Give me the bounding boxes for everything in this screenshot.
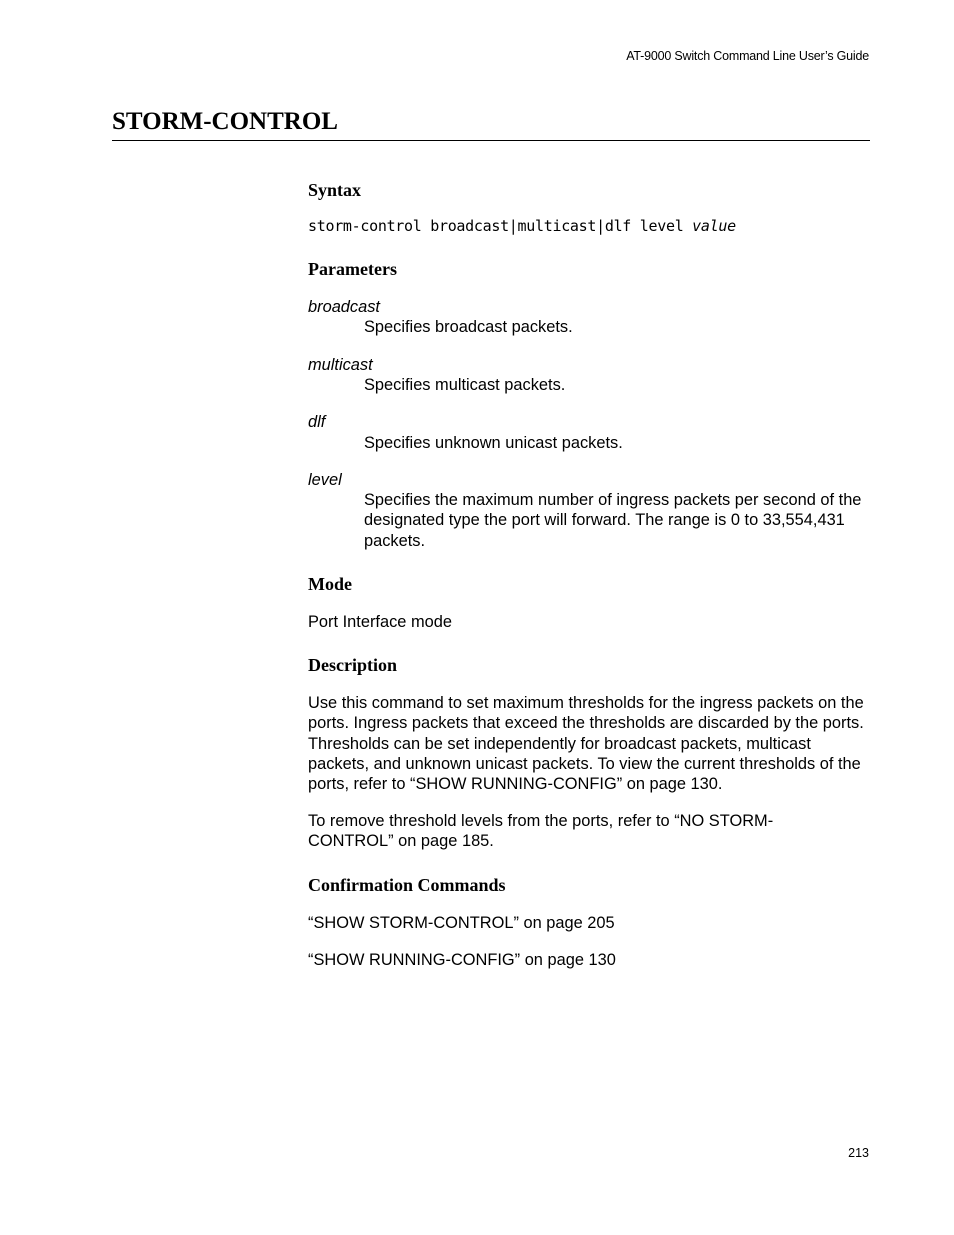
syntax-argument: value xyxy=(692,217,736,235)
syntax-heading: Syntax xyxy=(308,180,362,200)
param-definition-multicast: Specifies multicast packets. xyxy=(364,376,566,394)
description-heading: Description xyxy=(308,655,397,675)
param-term-dlf: dlf xyxy=(308,413,326,431)
confirmation-link-show-running-config[interactable]: “SHOW RUNNING-CONFIG” on page 130 xyxy=(308,951,616,969)
param-definition-broadcast: Specifies broadcast packets. xyxy=(364,318,573,336)
parameters-heading: Parameters xyxy=(308,259,397,279)
description-paragraph-1: Use this command to set maximum thresholds for the ingress packets on the ports. Ingress packets that exceed the thresholds are discarded by the ports. Thresholds can be set independently for broadcast packets, multicast packets, and unknown unicast packets. To view the current thresholds of the ports, refer to “SHOW RUNNING-CONFIG” on page 130. xyxy=(308,694,864,794)
page-number: 213 xyxy=(848,1146,869,1160)
param-definition-dlf: Specifies unknown unicast packets. xyxy=(364,434,623,452)
mode-heading: Mode xyxy=(308,574,352,594)
param-term-multicast: multicast xyxy=(308,356,373,374)
confirmation-heading: Confirmation Commands xyxy=(308,875,506,895)
confirmation-link-show-storm-control[interactable]: “SHOW STORM-CONTROL” on page 205 xyxy=(308,914,615,932)
param-term-level: level xyxy=(308,471,342,489)
syntax-command xyxy=(308,216,736,236)
running-header: AT-9000 Switch Command Line User’s Guide xyxy=(626,49,869,63)
param-term-broadcast: broadcast xyxy=(308,298,380,316)
mode-text: Port Interface mode xyxy=(308,613,452,631)
page-title: STORM-CONTROL xyxy=(112,108,338,135)
title-rule xyxy=(112,140,870,141)
description-paragraph-2: To remove threshold levels from the ports, refer to “NO STORM-CONTROL” on page 185. xyxy=(308,812,774,851)
param-definition-level: Specifies the maximum number of ingress packets per second of the designated type the port will forward. The range is 0 to 33,554,431 packets. xyxy=(364,491,862,550)
syntax-command-text: storm-control broadcast|multicast|dlf level xyxy=(308,217,684,235)
